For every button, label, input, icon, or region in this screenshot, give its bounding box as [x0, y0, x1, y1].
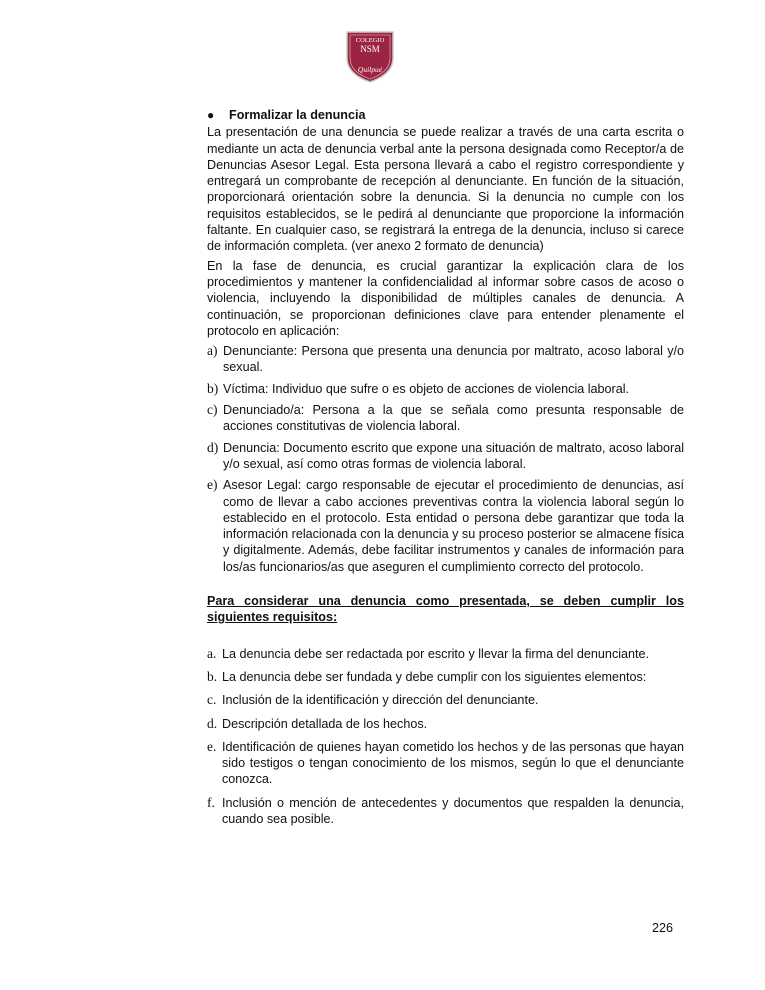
requirement-text: Inclusión o mención de antecedentes y documentos que respalden la denuncia, cuando sea posible.	[222, 795, 684, 826]
requirement-label: e.	[207, 738, 217, 754]
requirement-text: Descripción detallada de los hechos.	[222, 716, 428, 731]
requirement-item	[207, 692, 684, 708]
crest-line-1: COLEGIO	[355, 37, 385, 44]
requirement-label: a.	[207, 645, 217, 661]
requirement-item	[207, 716, 684, 732]
definition-item	[207, 477, 684, 575]
bullet-icon: ●	[207, 108, 215, 122]
requirement-text: La denuncia debe ser redactada por escrito y llevar la firma del denunciante.	[222, 646, 650, 661]
definition-label: b)	[207, 380, 219, 396]
definition-text: Víctima: Individuo que sufre o es objeto de acciones de violencia laboral.	[223, 381, 630, 396]
section-heading	[207, 107, 684, 123]
definition-label: e)	[207, 477, 218, 493]
requirement-text: Inclusión de la identificación y dirección del denunciante.	[222, 693, 539, 708]
school-crest-logo	[341, 26, 399, 84]
crest-line-2: NSM	[360, 44, 380, 54]
paragraph-phase: En la fase de denuncia, es crucial garantizar la explicación clara de los procedimientos y mantener la confidencialidad al informar sobre casos de acoso o violencia, incluyendo la disponibilidad de múltiples canales de denuncia. A continuación, se proporcionan definiciones clave para entender plenamente el protocolo en aplicación:	[207, 258, 684, 338]
definition-text: Denunciado/a: Persona a la que se señala como presunta responsable de acciones constitutivas de violencia laboral.	[223, 403, 684, 434]
requirement-label: c.	[207, 692, 217, 708]
page-number: 226	[652, 921, 674, 935]
crest-line-3: Quilpué	[357, 65, 383, 74]
definition-text: Asesor Legal: cargo responsable de ejecutar el procedimiento de denuncias, así como de llevar a cabo acciones preventivas contra la violencia laboral según lo establecido en el protocolo. Esta entidad o persona debe garantizar que toda la información relacionada con la denuncia y su proceso posterior se almacene física y digitalmente. Además, debe facilitar instrumentos y canales de información para los/as funcionarios/as que aseguren el cumplimiento correcto del protocolo.	[223, 478, 684, 574]
requirement-item	[207, 739, 684, 788]
requirement-item	[207, 669, 684, 685]
definition-label: a)	[207, 343, 218, 359]
paragraph-formalize: La presentación de una denuncia se puede realizar a través de una carta escrita o mediante un acta de denuncia verbal ante la persona designada como Receptor/a de Denuncias Asesor Legal. Esta persona llevará a cabo el registro correspondiente y entregará un comprobante de recepción al denunciante. En función de la situación, proporcionará orientación sobre la denuncia. Si la denuncia no cumple con los requisitos establecidos, se le pedirá al denunciante que proporcione la información faltante. En cualquier caso, se registrará la entrega de la denuncia, incluso si carece de información completa. (ver anexo 2 formato de denuncia)	[207, 125, 684, 254]
definition-text: Denuncia: Documento escrito que expone una situación de maltrato, acoso laboral y/o sexual, así como otras formas de violencia laboral.	[223, 440, 684, 471]
requirement-item	[207, 646, 684, 662]
requirement-item	[207, 795, 684, 828]
definition-list	[207, 343, 684, 575]
requirement-label: b.	[207, 668, 218, 684]
definition-item	[207, 440, 684, 473]
definition-item	[207, 343, 684, 376]
requirement-text: La denuncia debe ser fundada y debe cumplir con los siguientes elementos:	[222, 669, 647, 684]
definition-label: d)	[207, 439, 219, 455]
definition-item	[207, 381, 684, 397]
section-heading-text: Formalizar la denuncia	[229, 108, 366, 122]
definition-item	[207, 402, 684, 435]
document-body	[207, 107, 684, 834]
requirement-label: f.	[207, 794, 215, 810]
definition-label: c)	[207, 402, 218, 418]
requirement-label: d.	[207, 715, 218, 731]
requirements-list	[207, 646, 684, 828]
requirements-heading: Para considerar una denuncia como presentada, se deben cumplir los siguientes requisitos:	[207, 594, 684, 625]
requirement-text: Identificación de quienes hayan cometido los hechos y de las personas que hayan sido testigos o tengan conocimiento de los mismos, según lo que el denunciante conozca.	[222, 739, 684, 787]
definition-text: Denunciante: Persona que presenta una denuncia por maltrato, acoso laboral y/o sexual.	[223, 344, 684, 375]
